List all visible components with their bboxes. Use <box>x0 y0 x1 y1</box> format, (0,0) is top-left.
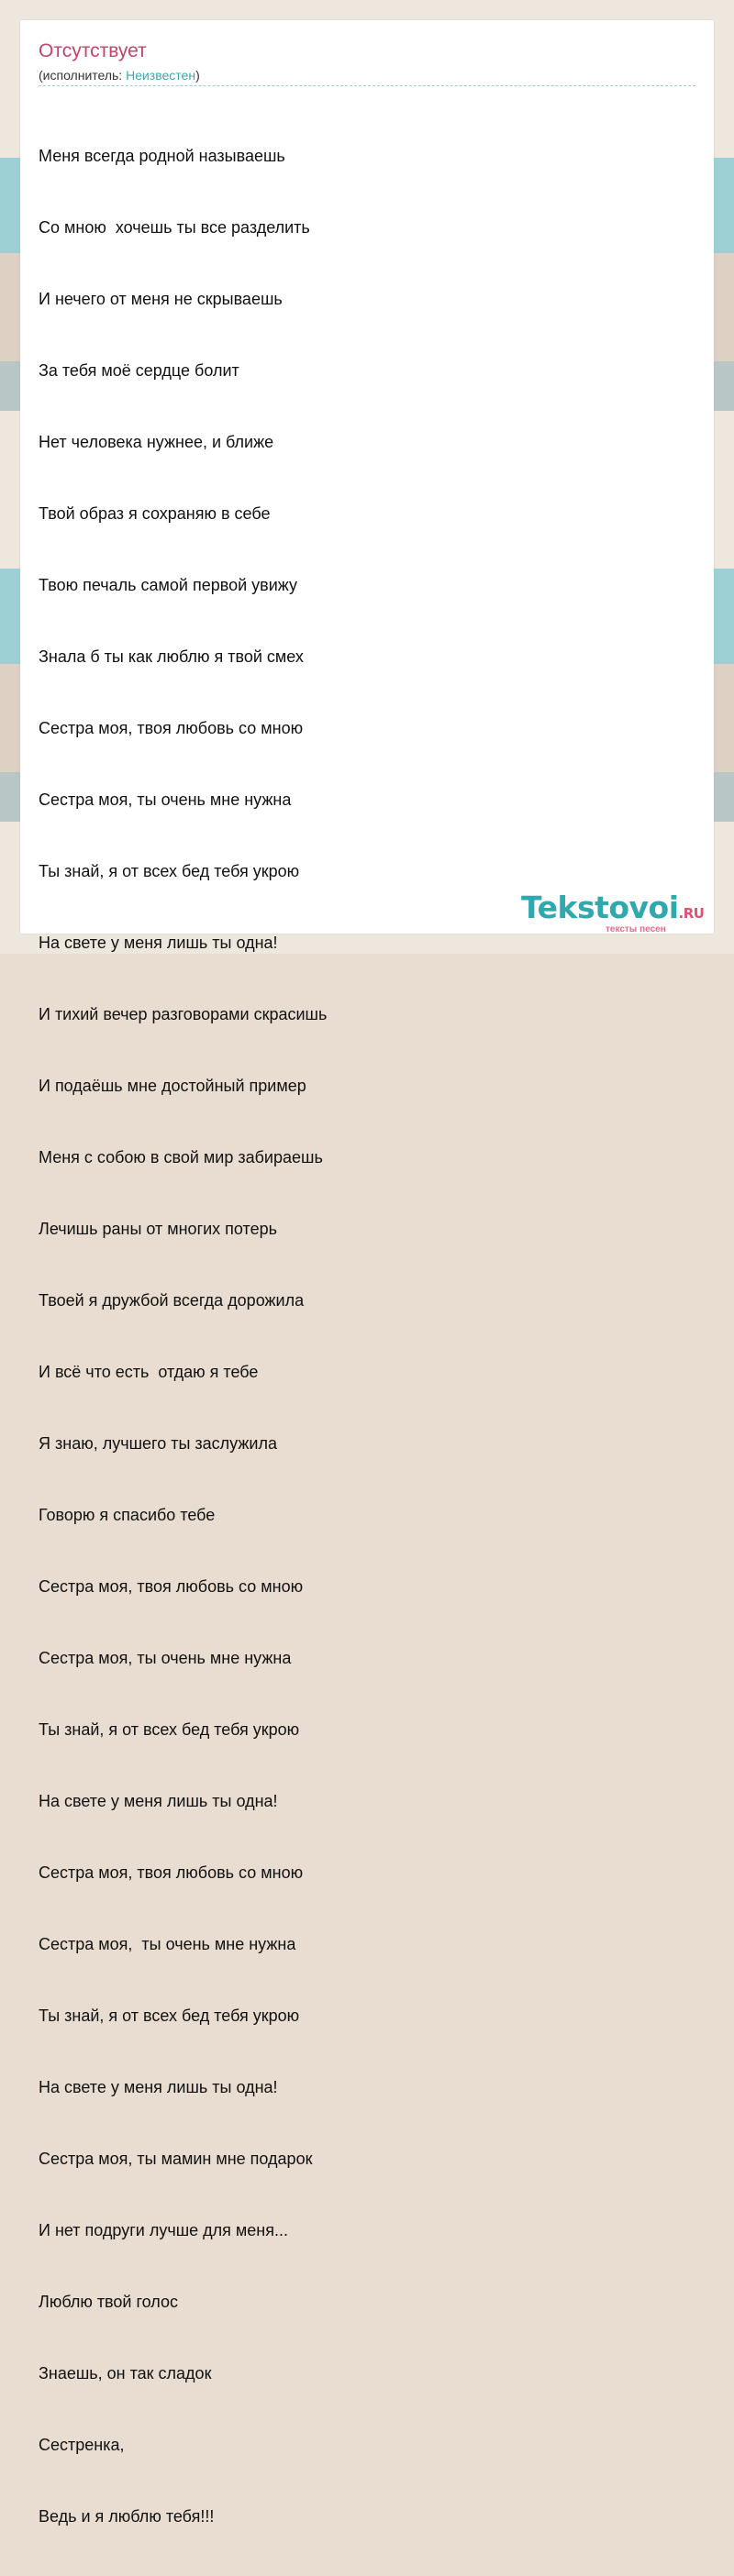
lyric-line: За тебя моё сердце болит <box>39 361 239 380</box>
lyric-line: На свете у меня лишь ты одна! <box>39 2078 278 2096</box>
lyric-line: Ты знай, я от всех бед тебя укрою <box>39 862 300 880</box>
lyric-line: И нет подруги лучше для меня... <box>39 2221 288 2239</box>
lyric-line: Ведь и я люблю тебя!!! <box>39 2507 215 2526</box>
lyric-line: Твою печаль самой первой увижу <box>39 576 298 594</box>
lyric-line: Сестра моя, ты мамин мне подарок <box>39 2150 313 2168</box>
logo-tagline: тексты песен <box>606 924 666 934</box>
artist-link[interactable]: Неизвестен <box>126 68 196 83</box>
logo-tld: .RU <box>678 905 705 922</box>
lyric-line: Ты знай, я от всех бед тебя укрою <box>39 2007 300 2025</box>
lyric-line: Твоей я дружбой всегда дорожила <box>39 1291 305 1310</box>
lyric-line: Лечишь раны от многих потерь <box>39 1220 277 1238</box>
lyric-line: Сестра моя, ты очень мне нужна <box>39 790 292 809</box>
artist-line <box>39 67 200 83</box>
lyric-line: Ты знай, я от всех бед тебя укрою <box>39 1720 300 1739</box>
song-title: Отсутствует <box>39 40 147 61</box>
lyric-line: И подаёшь мне достойный пример <box>39 1077 306 1095</box>
lyric-line: Сестра моя, твоя любовь со мною <box>39 1577 304 1596</box>
lyric-line: Сестра моя, ты очень мне нужна <box>39 1649 292 1667</box>
lyric-line: Я знаю, лучшего ты заслужила <box>39 1434 277 1453</box>
lyric-line: Меня всегда родной называешь <box>39 147 285 165</box>
lyric-line: Сестра моя, твоя любовь со мною <box>39 719 304 737</box>
lyric-line: И нечего от меня не скрываешь <box>39 290 283 308</box>
lyric-line: Знаешь, он так сладок <box>39 2364 212 2383</box>
lyric-line: Твой образ я сохраняю в себе <box>39 504 271 523</box>
artist-suffix: ) <box>195 68 200 83</box>
lyric-line: На свете у меня лишь ты одна! <box>39 934 278 952</box>
lyrics-card <box>20 20 714 2526</box>
lyric-line: Знала б ты как люблю я твой смех <box>39 647 304 666</box>
lyric-line: Нет человека нужнее, и ближе <box>39 433 274 451</box>
artist-prefix: (исполнитель: <box>39 68 127 83</box>
divider <box>39 85 695 86</box>
lyric-line: Люблю твой голос <box>39 2293 178 2311</box>
logo-main-text: Tekstovoi <box>521 890 679 925</box>
lyric-line: Сестренка, <box>39 2436 125 2454</box>
lyric-line: Меня с собою в свой мир забираешь <box>39 1148 323 1166</box>
lyric-line: Говорю я спасибо тебе <box>39 1506 216 1524</box>
lyric-line: Со мною хочешь ты все разделить <box>39 218 310 237</box>
lyric-line: Сестра моя, ты очень мне нужна <box>39 1935 296 1953</box>
site-logo[interactable] <box>521 890 714 935</box>
lyric-line: На свете у меня лишь ты одна! <box>39 1792 278 1810</box>
lyric-line: И тихий вечер разговорами скрасишь <box>39 1005 328 1023</box>
lyrics-text <box>39 96 327 2576</box>
lyric-line: Сестра моя, твоя любовь со мною <box>39 1863 304 1882</box>
lyric-line: И всё что есть отдаю я тебе <box>39 1363 259 1381</box>
